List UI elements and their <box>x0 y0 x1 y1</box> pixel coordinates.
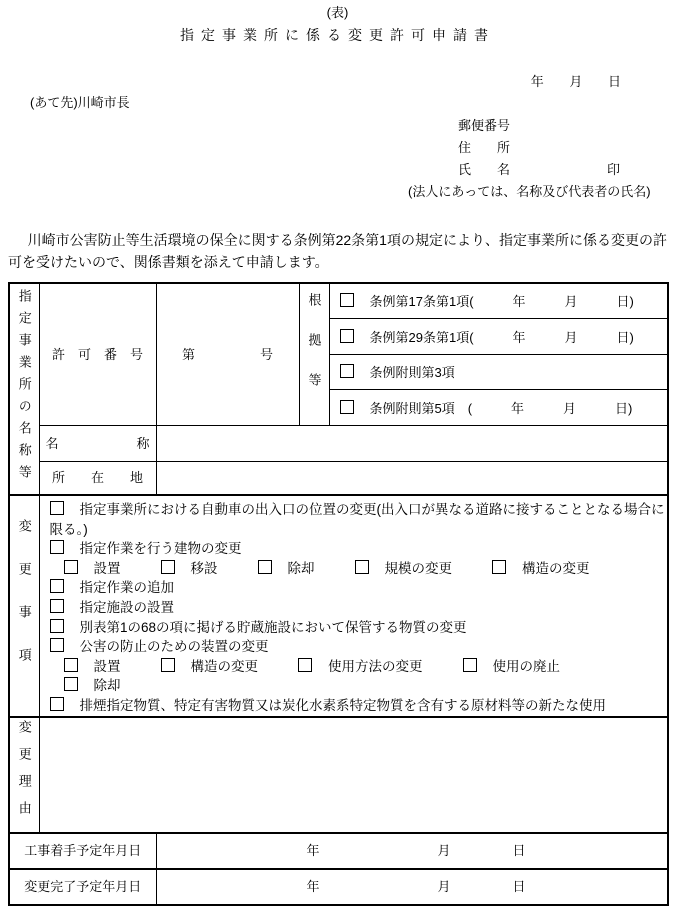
change-item-label: 排煙指定物質、特定有害物質又は炭化水素系特定物質を含有する原材料等の新たな使用 <box>79 697 606 713</box>
change-item-row <box>40 500 668 539</box>
suboption <box>355 561 453 576</box>
suboption-label: 除却 <box>93 678 121 694</box>
suboption <box>64 678 121 693</box>
suboption-label: 移設 <box>190 560 218 576</box>
seal-label: 印 <box>607 162 621 177</box>
date-day-label: 日 <box>607 74 621 89</box>
year-label: 年 <box>306 843 320 859</box>
checkbox-building-install[interactable] <box>64 560 78 574</box>
suboption <box>492 561 590 576</box>
day-label: 日 <box>512 879 526 895</box>
postal-code-label: 郵便番号 <box>458 118 511 133</box>
basis-section-header <box>299 283 329 425</box>
change-item-row <box>40 637 668 657</box>
checkbox-change-pollution-device[interactable] <box>50 638 64 652</box>
basis-option-label: 条例附則第5項 ( 年 月 日) <box>369 400 633 416</box>
basis-option-label: 条例第29条第1項( 年 月 日) <box>369 329 634 345</box>
change-section-header <box>9 495 39 717</box>
suboption <box>161 561 218 576</box>
establishment-section-header <box>9 283 39 495</box>
checkbox-basis-article17[interactable] <box>340 293 354 307</box>
date-month-label: 月 <box>569 74 583 89</box>
suboption-label: 構造の変更 <box>190 658 258 674</box>
change-suboption-row <box>40 657 668 696</box>
checkbox-building-relocate[interactable] <box>161 560 175 574</box>
change-completion-date-label: 変更完了予定年月日 <box>9 869 156 905</box>
reason-value-cell[interactable] <box>39 717 668 833</box>
month-label: 月 <box>437 843 451 859</box>
basis-section-header-text: 根拠等 <box>306 293 322 414</box>
checkbox-building-remove[interactable] <box>258 560 272 574</box>
checkbox-change-facility-install[interactable] <box>50 599 64 613</box>
suboption-label: 使用方法の変更 <box>328 658 423 674</box>
basis-option-label: 条例第17条第1項( 年 月 日) <box>369 294 634 310</box>
suboption-label: 規模の変更 <box>384 560 452 576</box>
basis-option-label: 条例附則第3項 <box>369 365 455 380</box>
checkbox-device-structure-change[interactable] <box>161 658 175 672</box>
checkbox-device-usage-change[interactable] <box>298 658 312 672</box>
permit-number-value-cell[interactable]: 第 号 <box>156 283 299 425</box>
change-item-label: 指定作業を行う建物の変更 <box>79 541 242 557</box>
construction-start-date-cell[interactable] <box>156 833 668 869</box>
day-label: 日 <box>512 843 526 859</box>
checkbox-change-building[interactable] <box>50 540 64 554</box>
checkbox-basis-article29[interactable] <box>340 329 354 343</box>
change-item-row <box>40 539 668 559</box>
change-item-label: 別表第1の68の項に掲げる貯蔵施設において保管する物質の変更 <box>79 619 467 635</box>
establishment-name-value-cell[interactable] <box>156 425 668 461</box>
front-side-label: (表) <box>326 5 349 20</box>
change-item-row <box>40 578 668 598</box>
change-item-label: 指定施設の設置 <box>79 599 174 615</box>
change-section-header-text: 変更事項 <box>16 518 32 691</box>
application-form-table <box>8 282 669 906</box>
basis-option-row <box>329 283 668 318</box>
change-item-label: 指定作業の追加 <box>79 580 174 596</box>
checkbox-building-scale-change[interactable] <box>355 560 369 574</box>
checkbox-device-remove[interactable] <box>64 677 78 691</box>
change-item-row <box>40 598 668 618</box>
permit-number-label: 許 可 番 号 <box>39 283 156 425</box>
establishment-section-header-text: 指定事業所の名称等 <box>16 289 32 487</box>
year-label: 年 <box>306 879 320 895</box>
establishment-location-value-cell[interactable] <box>156 461 668 495</box>
basis-option-row <box>329 354 668 389</box>
basis-option-row <box>329 318 668 354</box>
name-line <box>458 163 675 185</box>
change-suboption-row <box>40 559 668 579</box>
addressee-line: (あて先)川崎市長 <box>30 95 130 110</box>
checkbox-device-install[interactable] <box>64 658 78 672</box>
suboption-label: 設置 <box>93 658 121 674</box>
change-completion-date-cell[interactable] <box>156 869 668 905</box>
change-item-row <box>40 618 668 638</box>
checkbox-building-structure-change[interactable] <box>492 560 506 574</box>
date-year-label: 年 <box>530 74 544 89</box>
checkbox-basis-supplementary3[interactable] <box>340 364 354 378</box>
establishment-name-label: 名 称 <box>39 425 156 461</box>
checkbox-change-work-addition[interactable] <box>50 579 64 593</box>
checkbox-device-usage-abolition[interactable] <box>463 658 477 672</box>
suboption <box>463 659 561 674</box>
reason-section-header <box>9 717 39 833</box>
document-title: 指定事業所に係る変更許可申請書 <box>180 27 495 43</box>
checkbox-change-stored-substance[interactable] <box>50 619 64 633</box>
suboption-label: 使用の廃止 <box>492 658 560 674</box>
suboption-label: 設置 <box>93 560 121 576</box>
construction-start-date-label: 工事着手予定年月日 <box>9 833 156 869</box>
suboption <box>64 561 121 576</box>
corporate-note: (法人にあっては、名称及び代表者の氏名) <box>408 184 651 199</box>
date-line <box>0 75 675 88</box>
checkbox-change-entrance-position[interactable] <box>50 501 64 515</box>
establishment-location-label: 所 在 地 <box>39 461 156 495</box>
address-label: 住 所 <box>458 140 511 155</box>
change-items-cell <box>39 495 668 717</box>
basis-option-row <box>329 389 668 425</box>
month-label: 月 <box>437 879 451 895</box>
checkbox-basis-supplementary5[interactable] <box>340 400 354 414</box>
checkbox-change-new-material-use[interactable] <box>50 697 64 711</box>
change-item-label: 指定事業所における自動車の出入口の位置の変更(出入口が異なる道路に接することとなる場合に限る。) <box>49 502 665 537</box>
suboption <box>161 659 259 674</box>
suboption-label: 構造の変更 <box>522 560 590 576</box>
applicant-block <box>458 119 675 185</box>
suboption <box>64 659 121 674</box>
change-item-label: 公害の防止のための装置の変更 <box>79 639 269 655</box>
reason-section-header-text: 変更理由 <box>16 719 32 828</box>
name-label: 氏 名 <box>458 162 511 177</box>
application-statement: 川崎市公害防止等生活環境の保全に関する条例第22条第1項の規定により、指定事業所に係る変更の許可を受けたいので、関係書類を添えて申請します。 <box>8 232 667 270</box>
suboption-label: 除却 <box>287 560 315 576</box>
suboption <box>298 659 423 674</box>
suboption <box>258 561 315 576</box>
change-item-row <box>40 696 668 716</box>
